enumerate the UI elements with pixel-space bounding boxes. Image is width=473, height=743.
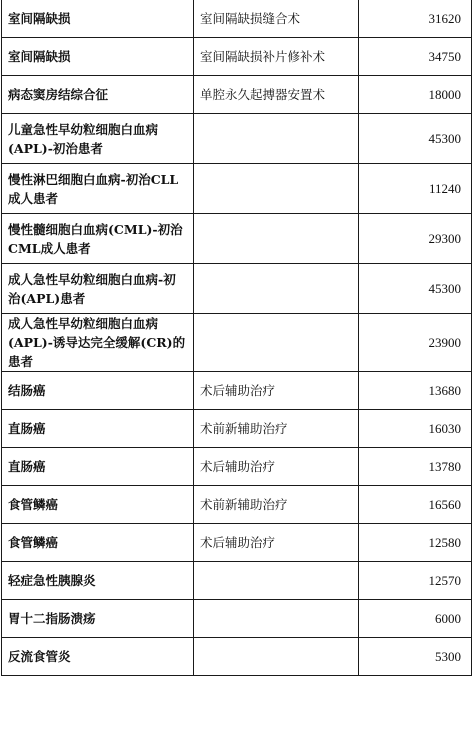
value-cell: 6000 — [359, 600, 472, 638]
table-row — [2, 114, 472, 164]
procedure-cell — [194, 638, 359, 676]
table-row — [2, 562, 472, 600]
procedure-cell — [194, 314, 359, 372]
disease-cell: 慢性髓细胞白血病(CML)-初治CML成人患者 — [2, 214, 194, 264]
procedure-cell: 术前新辅助治疗 — [194, 486, 359, 524]
value-cell: 12570 — [359, 562, 472, 600]
table-row — [2, 524, 472, 562]
table-row — [2, 214, 472, 264]
procedure-cell: 术后辅助治疗 — [194, 448, 359, 486]
procedure-cell: 室间隔缺损缝合术 — [194, 0, 359, 38]
value-cell: 11240 — [359, 164, 472, 214]
table-row — [2, 486, 472, 524]
table-row — [2, 314, 472, 372]
disease-cell: 轻症急性胰腺炎 — [2, 562, 194, 600]
disease-cell: 胃十二指肠溃疡 — [2, 600, 194, 638]
fee-table — [1, 0, 472, 676]
disease-cell: 成人急性早幼粒细胞白血病-初治(APL)患者 — [2, 264, 194, 314]
disease-cell: 结肠癌 — [2, 372, 194, 410]
value-cell: 18000 — [359, 76, 472, 114]
procedure-cell — [194, 562, 359, 600]
value-cell: 31620 — [359, 0, 472, 38]
value-cell: 34750 — [359, 38, 472, 76]
disease-cell: 食管鳞癌 — [2, 486, 194, 524]
procedure-cell — [194, 600, 359, 638]
value-cell: 12580 — [359, 524, 472, 562]
table-row — [2, 448, 472, 486]
procedure-cell — [194, 214, 359, 264]
table-row — [2, 264, 472, 314]
procedure-cell: 单腔永久起搏器安置术 — [194, 76, 359, 114]
disease-cell: 室间隔缺损 — [2, 38, 194, 76]
disease-cell: 慢性淋巴细胞白血病-初治CLL成人患者 — [2, 164, 194, 214]
procedure-cell: 室间隔缺损补片修补术 — [194, 38, 359, 76]
value-cell: 16560 — [359, 486, 472, 524]
value-cell: 16030 — [359, 410, 472, 448]
disease-cell: 成人急性早幼粒细胞白血病(APL)-诱导达完全缓解(CR)的患者 — [2, 314, 194, 372]
table-row — [2, 38, 472, 76]
table-row — [2, 410, 472, 448]
procedure-cell — [194, 264, 359, 314]
value-cell: 5300 — [359, 638, 472, 676]
disease-cell: 室间隔缺损 — [2, 0, 194, 38]
table-row — [2, 600, 472, 638]
disease-cell: 直肠癌 — [2, 410, 194, 448]
disease-cell: 食管鳞癌 — [2, 524, 194, 562]
value-cell: 45300 — [359, 114, 472, 164]
value-cell: 29300 — [359, 214, 472, 264]
table-row — [2, 372, 472, 410]
disease-cell: 病态窦房结综合征 — [2, 76, 194, 114]
disease-cell: 儿童急性早幼粒细胞白血病(APL)-初治患者 — [2, 114, 194, 164]
table-row — [2, 638, 472, 676]
disease-cell: 直肠癌 — [2, 448, 194, 486]
value-cell: 13680 — [359, 372, 472, 410]
table-row — [2, 0, 472, 38]
procedure-cell: 术前新辅助治疗 — [194, 410, 359, 448]
value-cell: 45300 — [359, 264, 472, 314]
procedure-cell: 术后辅助治疗 — [194, 372, 359, 410]
table-row — [2, 76, 472, 114]
value-cell: 23900 — [359, 314, 472, 372]
table-row — [2, 164, 472, 214]
disease-cell: 反流食管炎 — [2, 638, 194, 676]
value-cell: 13780 — [359, 448, 472, 486]
procedure-cell: 术后辅助治疗 — [194, 524, 359, 562]
procedure-cell — [194, 164, 359, 214]
procedure-cell — [194, 114, 359, 164]
